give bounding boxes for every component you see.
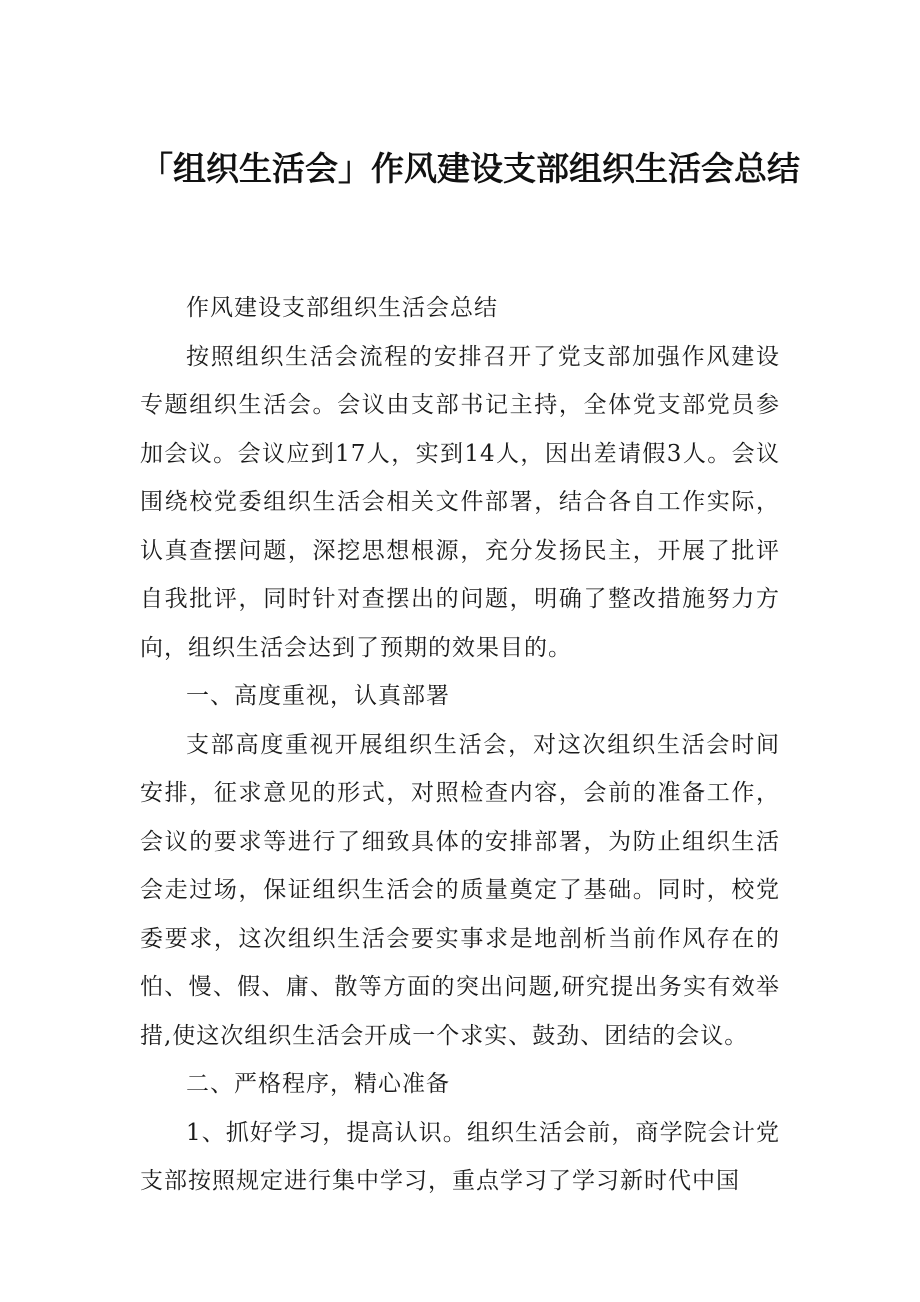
paragraph-subtitle: 作风建设支部组织生活会总结 xyxy=(186,295,498,321)
section-heading-1: 一、高度重视，认真部署 xyxy=(186,683,450,709)
paragraph-section-2: 1、抓好学习，提高认识。组织生活会前，商学院会计党支部按照规定进行集中学习，重点学习了学习新时代中国 xyxy=(140,1119,780,1194)
document-title: 「组织生活会」作风建设支部组织生活会总结 xyxy=(140,149,800,188)
section-heading-2: 二、严格程序，精心准备 xyxy=(186,1071,450,1097)
document-body xyxy=(140,284,780,1206)
paragraph-section-1: 支部高度重视开展组织生活会，对这次组织生活会时间安排，征求意见的形式，对照检查内容，会前的准备工作，会议的要求等进行了细致具体的安排部署，为防止组织生活会走过场，保证组织生活会的质量奠定了基础。同时，校党委要求，这次组织生活会要实事求是地剖析当前作风存在的怕、慢、假、庸、散等方面的突出问题,研究提出务实有效举措,使这次组织生活会开成一个求实、鼓劲、团结的会议。 xyxy=(140,731,780,1049)
paragraph-intro: 按照组织生活会流程的安排召开了党支部加强作风建设专题组织生活会。会议由支部书记主持，全体党支部党员参加会议。会议应到17人，实到14人，因出差请假3人。会议围绕校党委组织生活会相关文件部署，结合各自工作实际，认真查摆问题，深挖思想根源，充分发扬民主，开展了批评自我批评，同时针对查摆出的问题，明确了整改措施努力方向，组织生活会达到了预期的效果目的。 xyxy=(140,343,780,661)
